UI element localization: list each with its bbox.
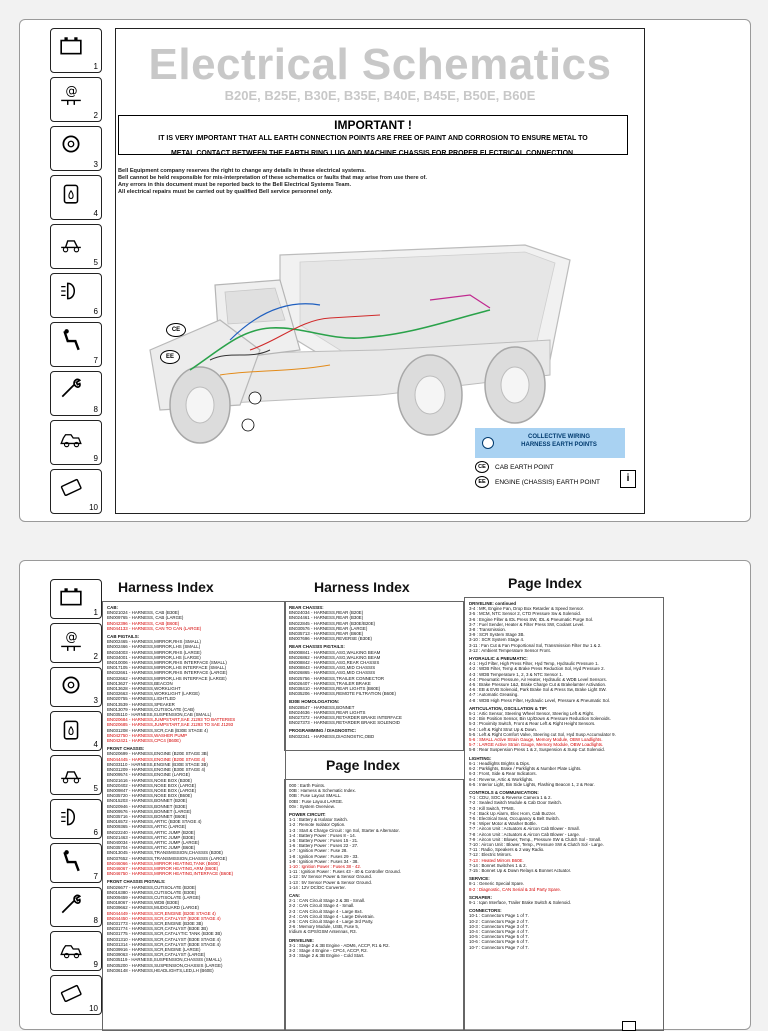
section-tab-4[interactable] [50,175,102,220]
tab-number: 5 [93,784,98,793]
index-entry: BN008843 - HARNESS,ASG,MID CHASSIS [289,665,376,671]
index-entry: 00Bt : Fuse Layout LARGE. [289,798,344,804]
index-section-heading: LIGHTING: [469,755,492,761]
index-entry: 1-1 : Battery & Isolator Switch. [289,817,349,823]
index-entry: BN046750 - HARNESS,MIRROR HEATING,INTERFACE (B60E) [107,871,234,877]
index-entry: 4-6 : EB & EVB Solenoid, Park Brake Sol & Press Sw, Brake Light SW. [469,687,607,693]
index-entry: 4-3 : WDB Temperature 1, 2, 3 & NTC Sensor 1. [469,671,563,677]
index-entry: BN009576 - HARNESS,BONNET (LARGE) [107,808,192,814]
next-page-button[interactable] [622,1021,636,1031]
car-icon [59,937,83,961]
index-entry: 1-4 : Battery Power : Fuses 8 - 14. [289,832,356,838]
index-entry: BN013628 - HARNESS,WORKLIGHT [107,686,181,692]
index-entry: BN013539 - HARNESS,SPEAKER [107,701,175,707]
index-entry: 2-6 : Memory Module, USB, Fuse 5, [289,924,360,930]
index-entry: BN008842 - HARNESS,ASG,REAR CHASSIS [289,660,380,666]
index-entry: BN021024 - HARNESS, CAB (B30E) [107,610,180,616]
tab-number: 10 [89,503,98,512]
index-entry: 7-2 : Sealed Switch Module & Cab Door Switch. [469,800,562,806]
earth-point-icon [482,437,494,449]
section-tab-9[interactable] [50,420,102,465]
index-entry: 3-5 : MCM, NTC Sensor 2, CTD Pressure Sw & Solenoid. [469,611,581,617]
index-entry: BN039916 - HARNESS,SCR,ENGINE (LARGE) [107,947,201,952]
legend-cab-earth [475,461,554,473]
important-line-2: METAL CONTACT BETWEEN THE EARTH RING LUG AND MACHINE CHASSIS FOR PROPER ELECTRICAL CONNECTION. [170,150,576,157]
index-entry: 10-5 : Connectors Page 5 of 7. [469,934,529,940]
index-entry: BN035200 - HARNESS,SUSPENSION,CHASSIS (LARGE) [107,962,223,968]
index-section-heading: B30E HOMOLOGATION: [289,699,340,705]
index-entry: BN022845 - HARNESS,REAR (B30E/B20E) [289,620,376,626]
index-entry: 3-1 : Stage 2 & 3B Engine - ADM6, ACCP, R1 & R2. [289,942,390,948]
index-entry: BN044449 - HARNESS,SCR,ENGINE (B20E STAGE 4) [107,910,216,916]
model-list: B20E, B25E, B30E, B35E, B40E, B45E, B50E, B60E [224,88,536,103]
index-entry: 3-12 : Ambient Temperature Sensor Front. [469,647,551,653]
index-entry: BN024034 - HARNESS,REAR (B20E) [289,610,364,616]
index-entry: BN020946 - HARNESS,BONNET (B30E) [107,803,188,809]
section-tab-4[interactable] [50,711,102,751]
index-entry: BN009847 - HARNESS,NOSE BOX (LARGE) [107,787,197,793]
index-entry: BN031774 - HARNESS,SCR,CATALYST (B30E 3B) [107,926,208,932]
seat-icon [59,328,83,352]
index-entry: 5-7 : LARGE Active Strain Gauge, Memory Module, OBW Loadlights. [469,742,604,748]
index-entry: 7-14 : Bonnet Switches 1 & 2. [469,862,527,868]
page-title: Electrical Schematics [148,40,612,89]
index-entry: BN027373 - HARNESS,RETARDER BRAKE SOLENOID [289,720,400,726]
index-entry: 1-5 : Battery Power : Fuses 15 - 21. [289,838,359,844]
index-entry: BN035110 - HARNESS,SUSPENSION,CAB (SMALL) [107,712,212,718]
svg-text:@: @ [65,630,78,644]
index-section-heading: SCRAPER: [469,894,492,900]
connector-icon [59,475,83,499]
index-entry: BN035704 - HARNESS,ARTIC JUMP (B60E) [107,845,196,851]
index-entry: 6-3 : Front, Side & Rear Indicators. [469,771,537,777]
index-entry: BN031208 - HARNESS,SCR,CAB (B30E STAGE 4) [107,727,208,733]
index-entry: 8-2 : Diagnostic, CAN Serial & 3rd Party Spare. [469,886,561,892]
disclaimer-notes [118,168,618,196]
tab-number: 8 [93,405,98,414]
index-entry: 10-4 : Connectors Page 4 of 7. [469,928,529,934]
index-entry: BN013079 - HARNESS,CUTISOLATE (CAB) [107,706,195,712]
section-tab-1[interactable] [50,579,102,619]
collective-wiring-legend [475,428,625,458]
index-entry: BN036148 - HARNESS,HEADLIGHTS,LED,LH (B60E) [107,967,214,973]
index-entry: BN042421 - HARNESS,CPC4 (B60E) [107,738,181,744]
index-entry: BN007696 - HARNESS,REVERSE (B30E) [289,636,372,642]
network-icon [59,83,83,107]
index-entry: BN016572 - HARNESS,ARTIC (B30E STAGE 4) [107,819,202,825]
index-entry: 3-6 : Engine Filter & IDL Press SW, IDL & Pneumatic Purge Sol. [469,616,594,622]
index-entry: BN031310 - HARNESS,SCR,CATALYST (B30E STAGE 4) [107,936,221,942]
index-section-heading: CAB PIGTAILS: [107,634,140,640]
index-entry: BN021616 - HARNESS,NOSE BOX (B30E) [107,777,192,783]
seat-icon [59,849,83,873]
index-section-heading: ARTICULATION, OSCILLATION & TIP: [469,705,548,711]
index-entry: 2-5 : CAN Circuit Stage 4 - Large 3rd Party. [289,919,374,925]
index-entry: 7-10 : Aircon Unit : Blower, Temp., Pressure SW & Clutch Sol - Large. [469,841,604,847]
gear-icon [59,673,83,697]
index-entry: 1-9 : Ignition Power : Fuses 34 - 38. [289,858,359,864]
wrench-icon [59,893,83,917]
index-entry: 10-6 : Connectors Page 6 of 7. [469,939,529,945]
section-tab-7[interactable] [50,843,102,883]
index-entry: Iridium & GPS/GSM Antennas, R3. [289,929,357,935]
tab-number: 8 [93,916,98,925]
index-entry: BN018067 - HARNESS,WDB (B30E) [107,900,180,906]
index-entry: 1-13 : 5V Sensor Power & Sensor Ground. [289,879,372,885]
index-entry: 1-6 : Battery Power : Fuses 22 - 27. [289,843,359,849]
index-entry: 7-6 : Wiper Motor & Washer Bottle. [469,821,537,827]
index-entry: 7-3 : Kill Switch, TPMS. [469,805,515,811]
index-entry: 1-7 : Ignition Power : Fuse 28. [289,848,348,854]
index-entry: BN035720 - HARNESS,NOSE BOX (B60E) [107,793,192,799]
index-entry: BN026407 - HARNESS,TRAILER BRAKE [289,680,371,686]
index-entry: 2-4 : CAN Circuit Stage 4 - Large Drivetrain. [289,913,375,919]
car-icon [59,426,83,450]
index-entry: BN026865 - HARNESS,ASG,MID CHASSIS [289,670,376,676]
index-entry: 4-1 : Hyd Filter, High Press Filter, Hyd Temp, Hydraulic Pressure 1. [469,661,599,667]
page-index-column-2 [284,779,464,1031]
index-entry: 4-8 : WDB High Press Filter, Hydraulic Level, Pressure & Pneumatic Sol. [469,697,611,703]
index-entry: BN035716 - HARNESS,BONNET (B60E) [107,813,188,819]
svg-text:@: @ [65,84,78,98]
index-entry: BN044445 - HARNESS,ENGINE (B20E STAGE 4) [107,756,206,762]
index-entry: 3-9 : SCR System Stage 3B. [469,632,525,638]
cab-earth-code: CE [475,461,489,473]
tab-number: 7 [93,872,98,881]
index-entry: 7-5 : Electrical Seat, Occupancy & Belt Switch. [469,815,560,821]
index-section-heading: CONNECTORS: [469,908,502,914]
headlight-icon [59,805,83,829]
index-section-heading: FRONT CHASSIS: [107,746,145,752]
index-entry: 6-2 : Parklights, Brake / Parklights & Number Plate Lights. [469,766,582,772]
index-section-heading: CAB: [107,605,118,610]
index-entry: BN044450 - HARNESS,SCR,CATALYST (B20E STAGE 4) [107,915,221,921]
tab-number: 3 [93,160,98,169]
index-entry: BN034003 - HARNESS,MIRROR,RHS (LARGE) [107,649,202,655]
index-entry: 1-2 : Remote Isolator Option. [289,822,346,828]
index-entry: BN037652 - HARNESS,TRANSMISSION,CHASSIS (LARGE) [107,855,228,861]
section-tab-1[interactable] [50,28,102,73]
index-entry: 10-2 : Connectors Page 2 of 7. [469,918,529,924]
index-entry: 2-3 : CAN Circuit Stage 4 - Large 8x4. [289,908,363,914]
legend-line-1: COLLECTIVE WIRING [528,434,590,440]
section-tab-5[interactable] [50,224,102,269]
index-entry: 6-1 : Headlights Brights & Dips. [469,760,531,766]
callout-ce: CE [166,323,186,337]
index-entry: 5-2 : Bin Position Sensor, Bin Up/Down & Pressure Reduction Solenoids. [469,716,611,722]
note-line: Any errors in this document must be reported back to the Bell Electrical Systems Team. [118,182,352,188]
index-section-heading: CONTROLS & COMMUNICATION: [469,789,539,795]
index-entry: BN020699 - HARNESS,ENGINE (B20E STAGE 3B) [107,751,209,757]
index-entry: 3-4 : MR, Engine Fan, Drop Box Retarder & Speed Sensor. [469,606,584,612]
index-entry: BN025756 - HARNESS,TRAILER CONNECTOR [289,675,385,681]
index-entry: 7-7 : Aircon Unit : Actuators & Aircon Cab Blower - Small. [469,826,580,832]
index-entry: 1-10 : Ignition Power : Fuses 38 - 42. [289,864,361,870]
index-entry: 3-10 : SCR System Stage 4. [469,637,525,643]
index-entry: BN020685 - HARNESS,JUMPSTART,SAE J1293 TO SAE J1293 [107,722,234,728]
index-entry: 1-11 : Ignition Power : Fuses 43 - 40 & Controller Ground. [289,869,401,875]
index-entry: BN035713 - HARNESS,REAR (B60E) [289,631,364,637]
index-entry: 2-1 : CAN Circuit Stage 2 & 3B - Small. [289,898,366,904]
index-entry: 7-1 : CDU, SOC & Reverse Camera 1 & 2. [469,795,552,801]
index-entry: BN046066 - HARNESS,MIRROR HEATING,TANK (B60E) [107,860,220,866]
index-entry: BN031775 - HARNESS,SCR,CATALYTIC TANK (B30E 3B) [107,931,222,937]
index-entry: 7-13 : Heated Mirrors B60E. [469,857,524,863]
index-entry: 5-6 : SMALL Active Strain Gauge, Memory Module, OBW Loadlights. [469,737,603,743]
index-section-heading: CAN: [289,893,300,899]
index-entry: BN009765 - HARNESS, CAB (LARGE) [107,615,184,621]
note-line: Bell cannot be held responsible for mis-interpretation of these schematics or faults that may arise from use there of. [118,175,427,181]
index-entry: 1-8 : Ignition Power : Fuses 29 - 33. [289,853,359,859]
section-tab-6[interactable] [50,273,102,318]
index-entry: 6-5 : Interior Light, Bin Side Lights, Flashing Beacon 1, 2 & Rear. [469,781,595,787]
index-entry: 5-8 : Rear Suspension Press 1 & 2, Suspension & Susp Cut Solenoid. [469,747,605,753]
index-section-heading: DRIVELINE: continued [469,601,517,606]
index-section-heading: REAR CHASSIS PIGTAILS: [289,644,345,650]
harness-index-title-mid: Harness Index [314,579,410,595]
index-entry: BN032661 - HARNESS,MIRROR,RHS INTERFACE (LARGE) [107,670,228,676]
index-entry: 1-3 : Start & Charge Circuit : Ign Sol, Starter & Alternator. [289,827,400,833]
tab-number: 9 [93,454,98,463]
index-entry: 00B : Fuse Layout SMALL. [289,793,342,799]
index-entry: 00B : Harness & Schematic Index. [289,788,356,794]
connector-icon [59,981,83,1005]
index-entry: BN031773 - HARNESS,SCR,ENGINE (B30E 3B) [107,920,203,926]
index-entry: 9-1 : Iqan Interface, Trailer Brake Switch & Solenoid. [469,899,572,905]
index-entry: BN013045 - HARNESS,TRANSMISSION,CHASSIS (B30E) [107,850,223,856]
index-entry: BN009459 - HARNESS,CUTISOLATE (LARGE) [107,894,201,900]
index-entry: BN034001 - HARNESS,MIRROR,LHS (LARGE) [107,654,201,660]
index-section-heading: SERVICE: [469,876,490,882]
tab-number: 1 [93,608,98,617]
section-tab-10[interactable] [50,975,102,1015]
index-entry: BN030576 - HARNESS,REAR (LARGE) [289,625,368,631]
section-tab-5[interactable] [50,755,102,795]
section-tab-8[interactable] [50,887,102,927]
index-entry: BN026677 - HARNESS,CUTISOLATE (B20E) [107,884,197,890]
tab-number: 5 [93,258,98,267]
cab-earth-label: CAB EARTH POINT [495,463,554,471]
schematic-cover-page [19,19,751,522]
index-entry: 7-9 : Aircon Unit : Blower, Temp., Pressure SW & Clutch Sol - Small. [469,836,602,842]
index-entry: 7-15 : Bonnet Up & Down Relays & Bonnet Actuator. [469,867,572,873]
section-tab-9[interactable] [50,931,102,971]
index-entry: 10-7 : Connectors Page 7 of 7. [469,944,529,950]
index-entry: BN042396 - HARNESS, CAB (B60E) [107,620,180,626]
tab-number: 1 [93,62,98,71]
index-entry: 3-11 : Fan Cut & Fan Proportional Sol, Transmission Filter Sw 1 & 2. [469,642,602,648]
truck-illustration [130,200,590,450]
index-entry: BN016380 - HARNESS,CUTISOLATE (B30E) [107,889,197,895]
index-entry: 5-1 : Artic Sensor, Steering Wheel Sensor, Steering Left & Right. [469,711,594,717]
callout-ee: EE [160,350,180,364]
battery-icon [59,34,83,58]
info-button[interactable]: i [620,470,636,488]
harness-index-title-left: Harness Index [118,579,214,595]
tab-number: 7 [93,356,98,365]
page-index-column-3 [464,597,664,1031]
index-entry: 7-4 : Back Up Alarm, Elec Horn, Cab Buzzer. [469,810,557,816]
index-entry: BN032341 - HARNESS,DIAGNOSTIC,OBD [289,733,375,739]
section-tab-2[interactable] [50,77,102,122]
index-entry: BN039063 - HARNESS,SCR,CATALYST (LARGE) [107,952,206,958]
section-tab-3[interactable] [50,126,102,171]
index-entry: BN042750 - HARNESS,WASHER PUMP [107,732,188,738]
network-icon [59,629,83,653]
index-entry: 1-12 : 5V Sensor Power & Sensor Ground. [289,874,372,880]
index-entry: BN010006 - HARNESS,MIRROR,RHS INTERFACE (SMALL) [107,660,227,666]
fluid-level-icon [59,717,83,741]
index-section-heading: REAR CHASSIS: [289,605,324,610]
important-line-1: IT IS VERY IMPORTANT THAT ALL EARTH CONNECTION POINTS ARE FREE OF PAINT AND CORROSION TO ENSURE METAL TO [158,135,588,142]
index-entry: BN020402 - HARNESS,NOSE BOX (LARGE) [107,782,197,788]
section-tab-10[interactable] [50,469,102,514]
index-entry: BN040034 - HARNESS,ARTIC JUMP (LARGE) [107,839,200,845]
tab-number: 4 [93,740,98,749]
index-entry: 3-3 : Stage 2 & 3B Engine - Cold Start. [289,953,365,959]
legend-engine-earth [475,476,600,488]
index-entry: BN044133 - HARNESS, CAN TO CAN (LARGE) [107,625,202,631]
index-entry: BN008841 - HARNESS,ASG,WALKING BEAM [289,649,381,655]
index-entry: BN021463 - HARNESS,ARTIC JUMP (B30E) [107,834,196,840]
tab-number: 9 [93,960,98,969]
index-entry: BN038410 - HARNESS,REAR LIGHTS (B60E) [289,686,381,692]
index-entry: BN031209 - HARNESS,ENGINE (B30E STAGE 4) [107,767,206,773]
index-entry: BN032662 - HARNESS,MIRROR,LHS INTERFACE (LARGE) [107,675,227,681]
section-tab-7[interactable] [50,322,102,367]
section-tab-8[interactable] [50,371,102,416]
battery-icon [59,585,83,609]
index-entry: BN002465 - HARNESS,MIRROR,RHS (SMALL) [107,639,201,645]
tab-number: 3 [93,696,98,705]
index-entry: BN031314 - HARNESS,SCR,CATALYST (B30E STAGE 4) [107,941,221,947]
index-entry: 5-5 : Left & Right Comfort Valve, Steering cut Sol, Hyd Susp Accumulator 9. [469,731,616,737]
tab-number: 2 [93,111,98,120]
index-entry: BN024636 - HARNESS,REAR LIGHTS [289,709,366,715]
engine-earth-code: EE [475,476,489,488]
index-entry: BN027372 - HARNESS,RETARDER BRAKE INTERFACE [289,715,402,721]
gear-icon [59,132,83,156]
index-entry: 4-5 : Brake Pressure 1&2, Brake Charge Cut & Brakelamter Activation. [469,682,607,688]
index-entry: BN020684 - HARNESS,JUMPSTART,SAE J1293 TO BATTERIES [107,717,236,723]
index-entry: 7-12 : Electric Mirrors. [469,852,512,858]
index-entry: BN032663 - HARNESS,WORKLIGHT (LARGE) [107,691,200,697]
index-entry: BN035206 - HARNESS,REMOTE FILTRATION (B60E) [289,691,396,697]
index-entry: 3-7 : Fuel Sender, Heater & Filter Press SW, Coolant Level. [469,621,585,627]
index-entry: BN046067 - HARNESS,MIRROR HEATING,ARM (B60E) [107,865,219,871]
index-entry: 10-1 : Connectors Page 1 of 7. [469,913,529,919]
index-entry: BN022240 - HARNESS,ARTIC JUMP (B20E) [107,829,196,835]
index-entry: BN015203 - HARNESS,BONNET (B20E) [107,798,188,804]
index-section-heading: PROGRAMMING / DIAGNOSTIC: [289,728,357,734]
section-tab-2[interactable] [50,623,102,663]
legend-line-2: HARNESS EARTH POINTS [521,442,597,448]
index-entry: 5-3 : Proximity Switch, Front & Rear Left & Right Height Sensors. [469,721,596,727]
tab-number: 10 [89,1004,98,1013]
index-entry: BN026862 - HARNESS,ASG,WALKING BEAM [289,654,381,660]
page-index-title-right: Page Index [508,575,582,591]
vehicle-icon [59,230,83,254]
index-entry: 7-8 : Aircon Unit : Actuators & Aircon Cab Blower - Large. [469,831,581,837]
index-entry: 3-2 : Stage 4 Engine - CPC4, ACCP, R2. [289,948,368,954]
vehicle-icon [59,761,83,785]
fluid-level-icon [59,181,83,205]
index-section-heading: HYDRAULIC & PNEUMATIC: [469,656,528,662]
index-entry: 000 : Earth Points. [289,783,326,788]
harness-index-column-1 [102,601,286,1031]
harness-index-column-2 [284,601,464,751]
index-section-heading: FRONT CHASSIS PIGTAILS: [107,879,166,885]
tab-number: 2 [93,652,98,661]
engine-earth-label: ENGINE (CHASSIS) EARTH POINT [495,478,600,486]
index-section-heading: DRIVELINE: [289,937,314,943]
index-entry: BN033110 - HARNESS,ENGINE (B30E STAGE 3B) [107,761,208,767]
tab-number: 6 [93,307,98,316]
index-entry: BN035119 - HARNESS,SUSPENSION,CHASSIS (SMALL) [107,957,222,963]
index-entry: BN013627 - HARNESS,BEACON [107,680,173,686]
index-entry: 4-2 : WDB Filter, Temp & Brake Press Reduction Sol, Hyd Pressure 2. [469,666,605,672]
index-entry: 4-4 : Pneumatic Pressure, Air Heater, Hydraulic & WDB Level Sensors. [469,676,607,682]
index-entry: 00v : System Overview. [289,803,335,809]
index-entry: 6-4 : Reverse, Artic & Worklights. [469,776,534,782]
index-entry: 3-8 : Transmission. [469,627,507,633]
index-entry: BN020755 - HARNESS,LIGHTLED [107,696,176,702]
tab-number: 6 [93,828,98,837]
index-entry: 7-11 : Radio, Speakers & 2 way Radio. [469,847,545,853]
tab-number: 4 [93,209,98,218]
index-entry: 2-2 : CAN Circuit Stage 4 - Small. [289,903,355,909]
index-entry: 5-4 : Left & Right Strut Up & Down. [469,726,538,732]
headlight-icon [59,279,83,303]
index-entry: 10-3 : Connectors Page 3 of 7. [469,923,529,929]
page-index-title-mid: Page Index [326,757,400,773]
index-entry: 8-1 : Generic Special Spare. [469,881,525,887]
section-tab-6[interactable] [50,799,102,839]
index-page [19,560,751,1030]
note-line: All electrical repairs must be carried out by qualified Bell service personnel only. [118,189,333,195]
index-section-heading: POWER CIRCUIT: [289,812,326,818]
section-tab-3[interactable] [50,667,102,707]
index-entry: BN028547 - HARNESS,BONNET [289,704,355,710]
important-heading: IMPORTANT ! [334,118,412,132]
index-entry: BN009365 - HARNESS,ARTIC (LARGE) [107,824,187,830]
note-line: Bell Equipment company reserves the right to change any details in these electrical systems. [118,168,366,174]
index-entry: BN017105 - HARNESS,MIRROR,LHS INTERFACE (SMALL) [107,665,227,671]
index-entry: BN024461 - HARNESS,REAR (B30E) [289,615,364,621]
index-entry: BN009574 - HARNESS,ENGINE (LARGE) [107,772,190,778]
index-entry: BN002466 - HARNESS,MIRROR,LHS (SMALL) [107,644,201,650]
wrench-icon [59,377,83,401]
important-notice [118,115,628,155]
index-entry: BN039662 - HARNESS,MUDGUARD (LARGE) [107,905,199,911]
index-entry: 4-7 : Automatic Greasing. [469,692,519,698]
index-entry: 1-14 : 12V DC/DC Converter. [289,884,346,890]
